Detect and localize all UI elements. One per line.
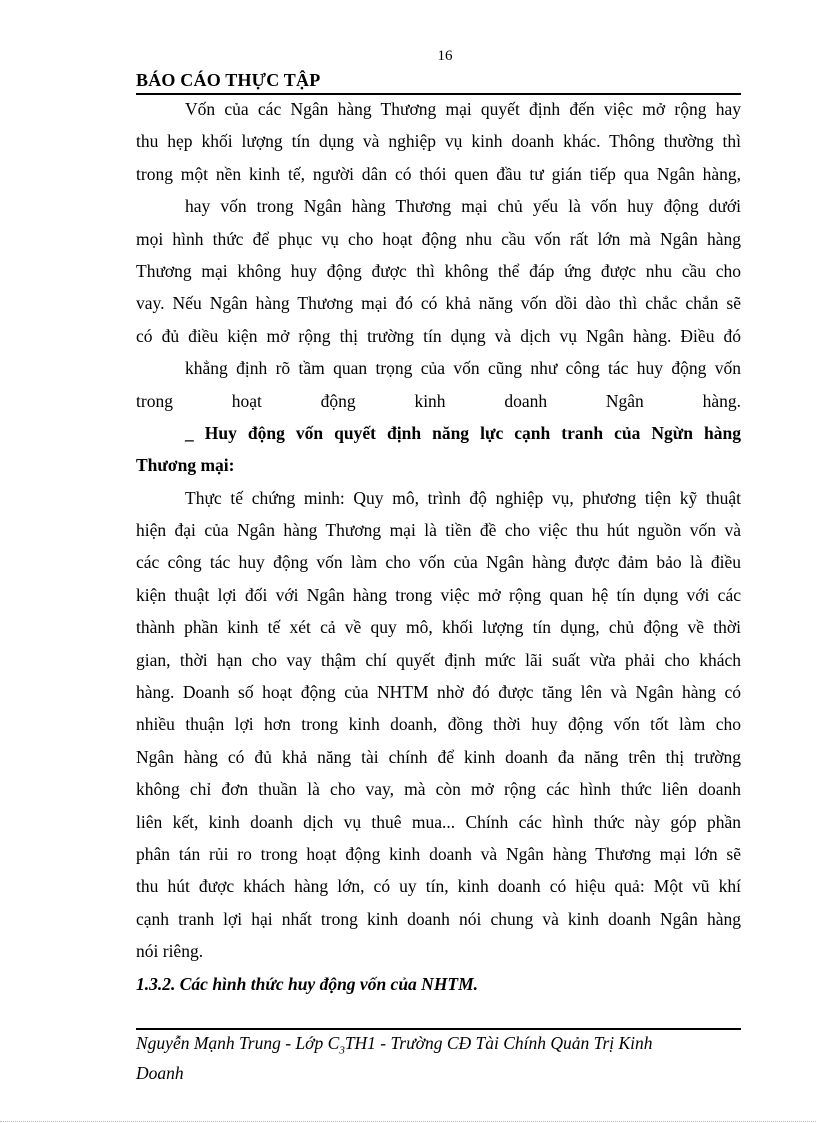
body-line: nhiều thuận lợi hơn trong kinh doanh, đồng thời huy động vốn tốt làm cho: [136, 714, 741, 735]
body-line: kiện thuật lợi đối với Ngân hàng trong việc mở rộng quan hệ tín dụng với các: [136, 584, 741, 605]
document-body: [136, 93, 741, 1000]
footer-subscript: 3: [339, 1044, 345, 1057]
body-line: trong hoạt động kinh doanh Ngân hàng.: [136, 390, 741, 411]
page-number: 16: [437, 48, 453, 64]
body-line: Ngân hàng có đủ khả năng tài chính để kinh doanh đa năng trên thị trường: [136, 746, 741, 767]
body-line: không chỉ đơn thuần là cho vay, mà còn mở rộng các hình thức liên doanh: [136, 779, 741, 800]
body-line: Thương mại không huy động được thì không thể đáp ứng được nhu cầu cho: [136, 260, 741, 281]
footer-author-line: [136, 1032, 726, 1084]
body-line: cạnh tranh lợi hại nhất trong kinh doanh nói chung và kinh doanh Ngân hàng: [136, 908, 741, 929]
body-line: Vốn của các Ngân hàng Thương mại quyết định đến việc mở rộng hay: [185, 99, 741, 119]
body-line: mọi hình thức để phục vụ cho hoạt động nhu cầu vốn rất lớn mà Ngân hàng: [136, 228, 741, 249]
body-line: các công tác huy động vốn làm cho vốn của Ngân hàng được đảm bảo là điều: [136, 552, 741, 573]
body-line: hay vốn trong Ngân hàng Thương mại chủ yếu là vốn huy động dưới: [185, 196, 741, 217]
body-line: thành phần kinh tế xét cả về quy mô, khối lượng tín dụng, chủ động về thời: [136, 617, 741, 638]
body-line: vay. Nếu Ngân hàng Thương mại đó có khả năng vốn dồi dào thì chắc chắn sẽ: [136, 293, 741, 314]
body-line: hiện đại của Ngân hàng Thương mại là tiền đề cho việc thu hút nguồn vốn và: [136, 520, 741, 541]
body-line: liên kết, kinh doanh dịch vụ thuê mua... Chính các hình thức này góp phần: [136, 811, 741, 832]
body-line: trong một nền kinh tế, người dân có thói quen đầu tư gián tiếp qua Ngân hàng,: [136, 163, 741, 184]
page-bottom-dotted-edge: [0, 1121, 816, 1122]
subsection-heading: 1.3.2. Các hình thức huy động vốn của NHTM.: [136, 973, 479, 994]
footer-rule: [136, 1028, 741, 1030]
body-line: thu hút được khách hàng lớn, có uy tín, kinh doanh có hiệu quả: Một vũ khí: [136, 876, 741, 897]
body-line: khẳng định rõ tầm quan trọng của vốn cũng như công tác huy động vốn: [185, 358, 741, 379]
footer-text-part: Nguyễn Mạnh Trung - Lớp C: [136, 1033, 340, 1053]
body-line: nói riêng.: [136, 941, 204, 962]
body-line: phân tán rủi ro trong hoạt động kinh doanh và Ngân hàng Thương mại lớn sẽ: [136, 843, 741, 864]
section-heading: Thương mại:: [136, 455, 235, 476]
body-line: hàng. Doanh số hoạt động của NHTM nhờ đó được tăng lên và Ngân hàng có: [136, 682, 741, 703]
section-heading: _ Huy động vốn quyết định năng lực cạnh tranh của Ngừn hàng: [185, 422, 741, 443]
footer-text-part: TH1 - Trường CĐ Tài Chính Quản Trị Kinh: [344, 1033, 653, 1053]
body-line: Thực tế chứng minh: Quy mô, trình độ nghiệp vụ, phương tiện kỹ thuật: [185, 487, 741, 508]
body-line: có đủ điều kiện mở rộng thị trường tín dụng và dịch vụ Ngân hàng. Điều đó: [136, 325, 741, 346]
footer-text-part: Doanh: [136, 1062, 184, 1083]
document-header-title: BÁO CÁO THỰC TẬP: [136, 70, 321, 90]
body-line: gian, thời hạn cho vay thậm chí quyết định mức lãi suất vừa phải cho khách: [136, 649, 741, 670]
body-line: thu hẹp khối lượng tín dụng và nghiệp vụ kinh doanh khác. Thông thường thì: [136, 131, 741, 152]
